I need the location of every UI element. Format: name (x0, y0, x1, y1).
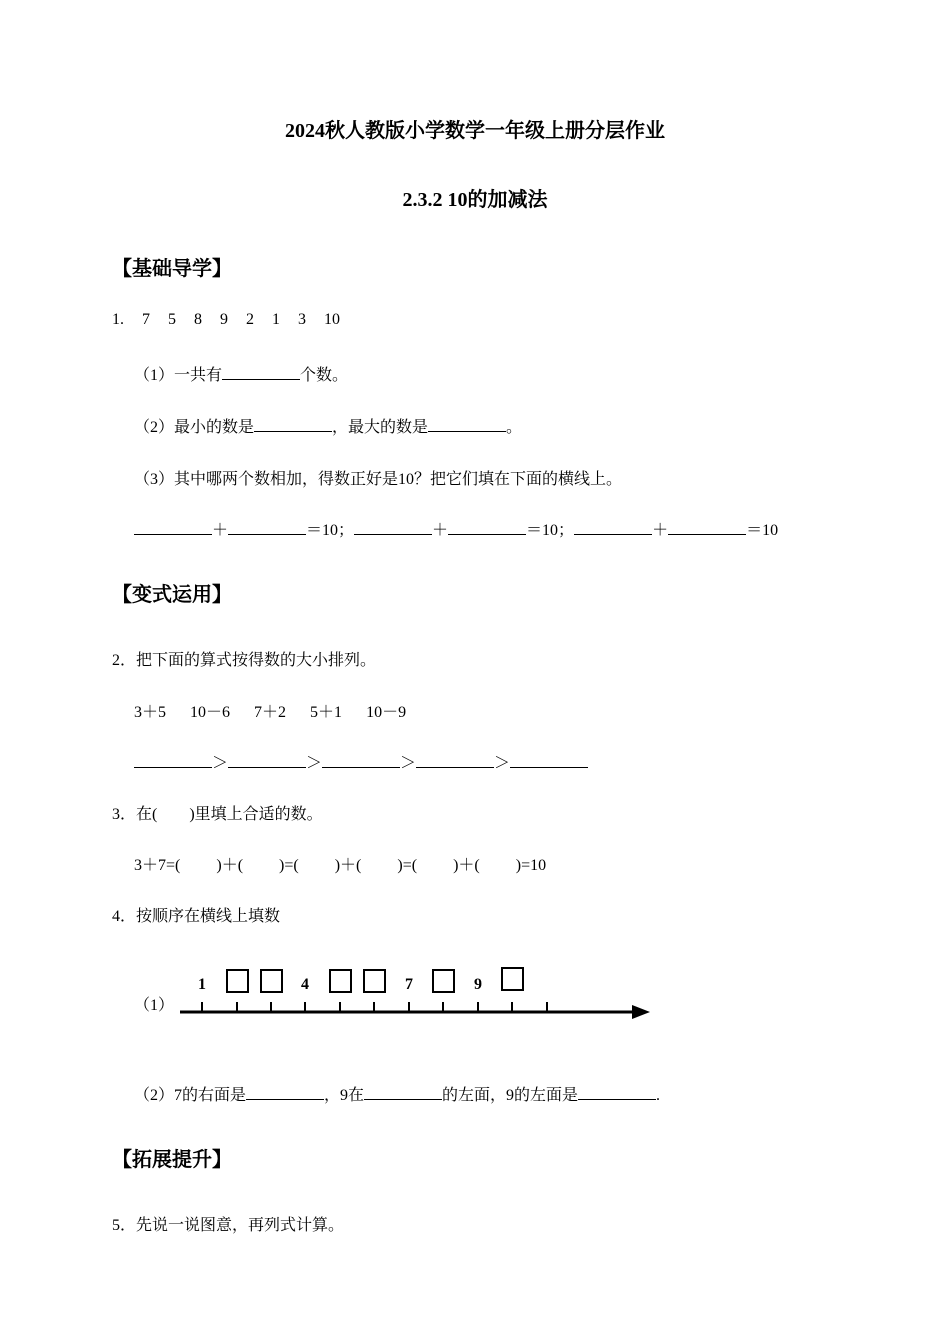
line-label: 9 (474, 976, 482, 993)
q1-sub1-text: （1）一共有 (134, 367, 223, 384)
q1-number-item: 9 (220, 311, 228, 328)
q4-sub2-text: （2）7的右面是 (134, 1087, 247, 1104)
q2-expression: 3＋5 (134, 704, 167, 721)
line-label: 7 (405, 976, 413, 993)
answer-blank[interactable] (510, 766, 588, 768)
q1-sub2 (134, 414, 522, 437)
answer-blank[interactable] (578, 1098, 656, 1100)
section-basic-heading: 【基础导学】 (112, 258, 232, 280)
section-variant-heading: 【变式运用】 (112, 584, 232, 606)
q4-sub1-label: （1） (134, 997, 175, 1014)
equals-ten: ＝10； (306, 522, 355, 539)
q2-expressions (134, 699, 406, 722)
empty-box[interactable] (330, 970, 351, 992)
answer-blank[interactable] (364, 1098, 442, 1100)
q2-expression: 7＋2 (254, 704, 287, 721)
q3-start: 3＋7=( (134, 857, 181, 874)
greater-than-sign: ＞ (400, 755, 417, 772)
q3-paren-eq: )=( (397, 857, 418, 874)
q3-paren-plus: )＋( (334, 857, 362, 874)
q4-sub2-text: 的左面，9的左面是 (442, 1087, 579, 1104)
q1-number-item: 8 (194, 311, 202, 328)
q2-expression: 10－9 (366, 704, 407, 721)
q4-sub2-text: . (656, 1087, 661, 1104)
plus-sign: ＋ (432, 522, 449, 539)
q1-sub3-equations (134, 517, 778, 540)
question-5: 5．先说一说图意，再列式计算。 (112, 1217, 345, 1234)
q2-expression: 5＋1 (310, 704, 343, 721)
q3-paren-plus: )＋( (453, 857, 480, 874)
page-subtitle: 2.3.2 10的加减法 (402, 189, 548, 211)
question-3: 3．在( )里填上合适的数。 (112, 806, 323, 823)
equals-ten: ＝10； (526, 522, 575, 539)
answer-blank[interactable] (134, 766, 212, 768)
q1-sub2-mid: ，最大的数是 (332, 419, 429, 436)
line-label: 1 (198, 976, 206, 993)
greater-than-sign: ＞ (494, 755, 511, 772)
plus-sign: ＋ (652, 522, 669, 539)
answer-blank[interactable] (222, 378, 300, 380)
section-extend-heading: 【拓展提升】 (112, 1149, 232, 1171)
empty-box[interactable] (502, 968, 523, 990)
answer-blank[interactable] (228, 766, 306, 768)
answer-blank[interactable] (322, 766, 400, 768)
answer-blank[interactable] (354, 533, 432, 535)
q1-number-item: 5 (168, 311, 176, 328)
q4-sub2-text: ，9在 (324, 1087, 365, 1104)
answer-blank[interactable] (416, 766, 494, 768)
q1-number-item: 3 (298, 311, 306, 328)
greater-than-sign: ＞ (306, 755, 323, 772)
equals-ten: ＝10 (746, 522, 779, 539)
q3-paren-eq: )=( (279, 857, 299, 874)
empty-box[interactable] (261, 970, 282, 992)
q3-paren-plus: )＋( (216, 857, 244, 874)
q2-expression: 10－6 (190, 704, 231, 721)
greater-than-sign: ＞ (212, 755, 229, 772)
q2-order-line (134, 750, 588, 773)
answer-blank[interactable] (448, 533, 526, 535)
empty-box[interactable] (364, 970, 385, 992)
q4-sub2 (134, 1082, 660, 1105)
q3-equation (134, 852, 546, 875)
q3-end: )=10 (515, 857, 547, 874)
q1-sub3: （3）其中哪两个数相加，得数正好是10？把它们填在下面的横线上。 (134, 471, 623, 488)
q1-sub1-suffix: 个数。 (300, 367, 349, 384)
answer-blank[interactable] (668, 533, 746, 535)
empty-box[interactable] (227, 970, 248, 992)
page-title: 2024秋人教版小学数学一年级上册分层作业 (285, 120, 665, 142)
answer-blank[interactable] (428, 430, 506, 432)
plus-sign: ＋ (212, 522, 229, 539)
answer-blank[interactable] (134, 533, 212, 535)
q1-sub2-text: （2）最小的数是 (134, 419, 255, 436)
empty-box[interactable] (433, 970, 454, 992)
answer-blank[interactable] (254, 430, 332, 432)
q1-number-item: 7 (142, 311, 150, 328)
number-line-figure (174, 950, 664, 1030)
arrow-head-icon (632, 1005, 650, 1019)
q1-sub1 (134, 362, 348, 385)
answer-blank[interactable] (574, 533, 652, 535)
answer-blank[interactable] (228, 533, 306, 535)
question-4: 4．按顺序在横线上填数 (112, 908, 281, 925)
q1-sub2-suffix: 。 (506, 419, 523, 436)
question-2: 2．把下面的算式按得数的大小排列。 (112, 652, 377, 669)
question-1 (112, 311, 340, 329)
line-label: 4 (301, 976, 309, 993)
q1-number-item: 1 (272, 311, 280, 328)
q1-number-item: 10 (324, 311, 340, 328)
q1-number-item: 2 (246, 311, 254, 328)
question-1-number: 1. (112, 311, 124, 328)
answer-blank[interactable] (246, 1098, 324, 1100)
